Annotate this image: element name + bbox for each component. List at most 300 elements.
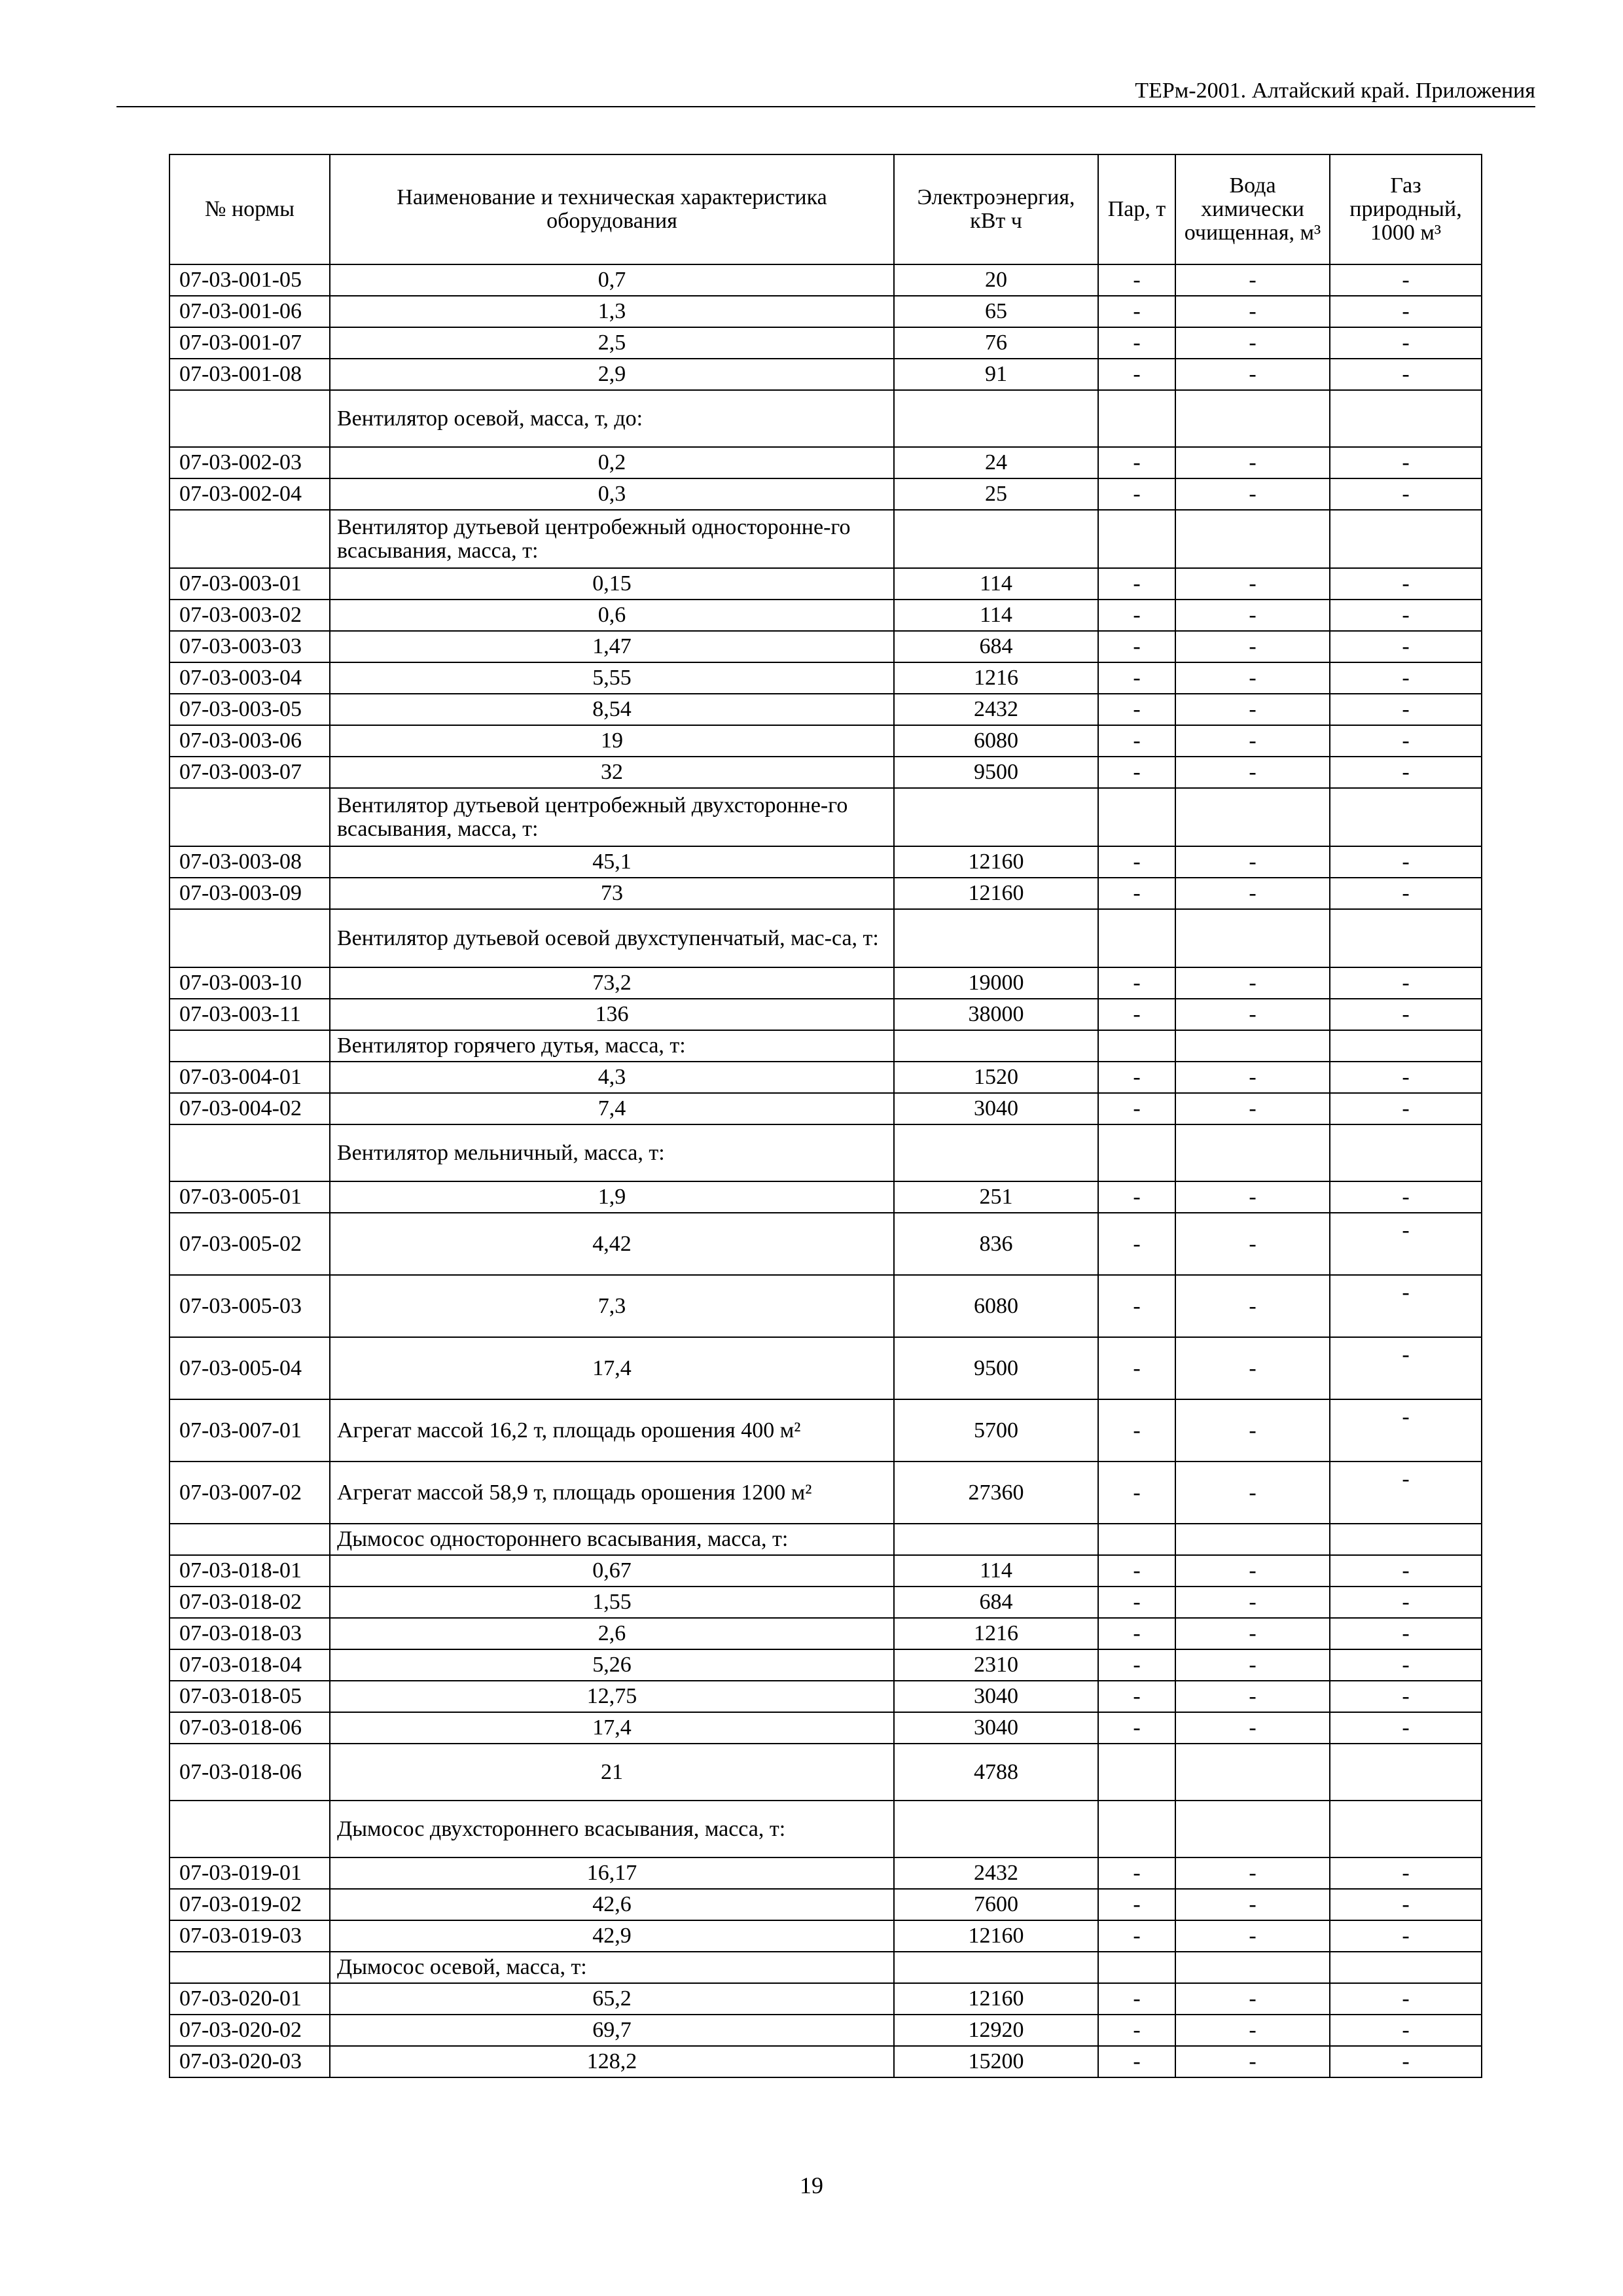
name-cell: 17,4 — [330, 1712, 894, 1744]
electricity-cell — [894, 1952, 1098, 1983]
table-row — [169, 1744, 1482, 1801]
table-body — [169, 264, 1482, 2077]
gas-cell: - — [1330, 600, 1482, 631]
name-cell: Агрегат массой 58,9 т, площадь орошения 1200 м² — [330, 1462, 894, 1524]
column-header-water: Вода химически очищенная, м³ — [1175, 154, 1330, 264]
electricity-cell: 251 — [894, 1181, 1098, 1213]
code-cell: 07-03-003-07 — [169, 757, 330, 788]
water-cell: - — [1175, 1181, 1330, 1213]
name-cell: 17,4 — [330, 1337, 894, 1399]
name-cell: 0,67 — [330, 1555, 894, 1587]
gas-cell — [1330, 1801, 1482, 1857]
gas-cell: - — [1330, 1587, 1482, 1618]
water-cell: - — [1175, 600, 1330, 631]
steam-cell — [1098, 1524, 1175, 1555]
electricity-cell: 2310 — [894, 1649, 1098, 1681]
page-number: 19 — [800, 2172, 823, 2198]
name-cell: 5,55 — [330, 662, 894, 694]
water-cell — [1175, 1124, 1330, 1181]
water-cell: - — [1175, 1275, 1330, 1337]
table-row — [169, 1889, 1482, 1920]
gas-cell: - — [1330, 1275, 1482, 1337]
electricity-cell: 27360 — [894, 1462, 1098, 1524]
steam-cell: - — [1098, 1213, 1175, 1275]
norms-table — [169, 154, 1482, 2078]
steam-cell — [1098, 1744, 1175, 1801]
name-cell: 32 — [330, 757, 894, 788]
water-cell: - — [1175, 1399, 1330, 1462]
page-header — [116, 65, 1535, 107]
steam-cell: - — [1098, 1681, 1175, 1712]
code-cell: 07-03-018-03 — [169, 1618, 330, 1649]
table-row — [169, 447, 1482, 478]
table-row — [169, 967, 1482, 999]
table-row — [169, 2015, 1482, 2046]
name-cell: 69,7 — [330, 2015, 894, 2046]
column-header-electricity: Электроэнергия, кВт ч — [894, 154, 1098, 264]
code-cell: 07-03-018-05 — [169, 1681, 330, 1712]
electricity-cell: 3040 — [894, 1093, 1098, 1124]
steam-cell — [1098, 1030, 1175, 1062]
water-cell: - — [1175, 1618, 1330, 1649]
name-cell: 12,75 — [330, 1681, 894, 1712]
gas-cell — [1330, 1744, 1482, 1801]
code-cell — [169, 510, 330, 568]
water-cell — [1175, 390, 1330, 447]
water-cell: - — [1175, 757, 1330, 788]
water-cell: - — [1175, 1213, 1330, 1275]
code-cell: 07-03-005-01 — [169, 1181, 330, 1213]
steam-cell — [1098, 909, 1175, 967]
gas-cell: - — [1330, 327, 1482, 359]
group-heading-row — [169, 1124, 1482, 1181]
steam-cell: - — [1098, 1618, 1175, 1649]
electricity-cell: 65 — [894, 296, 1098, 327]
steam-cell: - — [1098, 1712, 1175, 1744]
electricity-cell: 12160 — [894, 878, 1098, 909]
name-cell: Дымосос одностороннего всасывания, масса, т: — [330, 1524, 894, 1555]
gas-cell — [1330, 1124, 1482, 1181]
electricity-cell: 1216 — [894, 1618, 1098, 1649]
electricity-cell: 6080 — [894, 725, 1098, 757]
code-cell: 07-03-020-03 — [169, 2046, 330, 2077]
code-cell: 07-03-018-06 — [169, 1712, 330, 1744]
electricity-cell: 2432 — [894, 1857, 1098, 1889]
steam-cell: - — [1098, 1555, 1175, 1587]
code-cell: 07-03-003-05 — [169, 694, 330, 725]
electricity-cell: 3040 — [894, 1681, 1098, 1712]
water-cell: - — [1175, 447, 1330, 478]
gas-cell: - — [1330, 878, 1482, 909]
gas-cell: - — [1330, 1649, 1482, 1681]
steam-cell: - — [1098, 878, 1175, 909]
code-cell: 07-03-003-06 — [169, 725, 330, 757]
code-cell: 07-03-020-01 — [169, 1983, 330, 2015]
steam-cell: - — [1098, 1983, 1175, 2015]
electricity-cell: 12160 — [894, 1920, 1098, 1952]
steam-cell: - — [1098, 1920, 1175, 1952]
code-cell — [169, 909, 330, 967]
electricity-cell — [894, 1801, 1098, 1857]
water-cell: - — [1175, 631, 1330, 662]
water-cell: - — [1175, 568, 1330, 600]
steam-cell — [1098, 390, 1175, 447]
gas-cell — [1330, 909, 1482, 967]
name-cell: 65,2 — [330, 1983, 894, 2015]
table-row — [169, 296, 1482, 327]
name-cell: Агрегат массой 16,2 т, площадь орошения 400 м² — [330, 1399, 894, 1462]
group-heading-row — [169, 390, 1482, 447]
steam-cell: - — [1098, 1857, 1175, 1889]
group-heading-row — [169, 1801, 1482, 1857]
electricity-cell: 2432 — [894, 694, 1098, 725]
table-row — [169, 1649, 1482, 1681]
header-row — [169, 154, 1482, 264]
name-cell: 0,2 — [330, 447, 894, 478]
table-row — [169, 1681, 1482, 1712]
electricity-cell: 20 — [894, 264, 1098, 296]
code-cell: 07-03-001-06 — [169, 296, 330, 327]
electricity-cell: 7600 — [894, 1889, 1098, 1920]
name-cell: 1,47 — [330, 631, 894, 662]
gas-cell: - — [1330, 1618, 1482, 1649]
name-cell: 4,3 — [330, 1062, 894, 1093]
water-cell: - — [1175, 478, 1330, 510]
table-row — [169, 1857, 1482, 1889]
table-row — [169, 2046, 1482, 2077]
water-cell: - — [1175, 296, 1330, 327]
group-heading-row — [169, 1952, 1482, 1983]
electricity-cell: 114 — [894, 1555, 1098, 1587]
gas-cell: - — [1330, 1213, 1482, 1275]
header-title: ТЕРм-2001. Алтайский край. Приложения — [1135, 79, 1535, 103]
table-row — [169, 662, 1482, 694]
electricity-cell: 1520 — [894, 1062, 1098, 1093]
code-cell: 07-03-007-01 — [169, 1399, 330, 1462]
table-row — [169, 1712, 1482, 1744]
electricity-cell — [894, 909, 1098, 967]
gas-cell: - — [1330, 447, 1482, 478]
code-cell: 07-03-019-03 — [169, 1920, 330, 1952]
table-row — [169, 1920, 1482, 1952]
gas-cell: - — [1330, 296, 1482, 327]
code-cell: 07-03-001-08 — [169, 359, 330, 390]
table-header — [169, 154, 1482, 264]
electricity-cell: 684 — [894, 631, 1098, 662]
steam-cell — [1098, 1801, 1175, 1857]
gas-cell: - — [1330, 478, 1482, 510]
gas-cell: - — [1330, 264, 1482, 296]
gas-cell: - — [1330, 725, 1482, 757]
group-heading-row — [169, 788, 1482, 846]
gas-cell: - — [1330, 2046, 1482, 2077]
steam-cell: - — [1098, 1093, 1175, 1124]
water-cell: - — [1175, 1983, 1330, 2015]
electricity-cell: 9500 — [894, 1337, 1098, 1399]
steam-cell — [1098, 788, 1175, 846]
gas-cell: - — [1330, 1337, 1482, 1399]
code-cell: 07-03-005-04 — [169, 1337, 330, 1399]
code-cell — [169, 390, 330, 447]
electricity-cell: 38000 — [894, 999, 1098, 1030]
steam-cell — [1098, 1952, 1175, 1983]
code-cell: 07-03-005-02 — [169, 1213, 330, 1275]
code-cell: 07-03-020-02 — [169, 2015, 330, 2046]
name-cell: 2,5 — [330, 327, 894, 359]
gas-cell: - — [1330, 1181, 1482, 1213]
gas-cell: - — [1330, 1399, 1482, 1462]
code-cell: 07-03-003-04 — [169, 662, 330, 694]
water-cell: - — [1175, 1555, 1330, 1587]
gas-cell: - — [1330, 1920, 1482, 1952]
gas-cell — [1330, 510, 1482, 568]
table-row — [169, 725, 1482, 757]
gas-cell: - — [1330, 1062, 1482, 1093]
steam-cell: - — [1098, 631, 1175, 662]
name-cell: 2,6 — [330, 1618, 894, 1649]
name-cell: 45,1 — [330, 846, 894, 878]
gas-cell: - — [1330, 846, 1482, 878]
code-cell: 07-03-003-01 — [169, 568, 330, 600]
name-cell: 1,9 — [330, 1181, 894, 1213]
table-row — [169, 264, 1482, 296]
name-cell: 42,6 — [330, 1889, 894, 1920]
name-cell: Вентилятор горячего дутья, масса, т: — [330, 1030, 894, 1062]
steam-cell: - — [1098, 662, 1175, 694]
name-cell: Дымосос осевой, масса, т: — [330, 1952, 894, 1983]
code-cell: 07-03-001-05 — [169, 264, 330, 296]
name-cell: Вентилятор дутьевой осевой двухступенчатый, мас-са, т: — [330, 909, 894, 967]
name-cell: 21 — [330, 1744, 894, 1801]
code-cell — [169, 1801, 330, 1857]
water-cell: - — [1175, 2046, 1330, 2077]
gas-cell: - — [1330, 1555, 1482, 1587]
gas-cell: - — [1330, 1681, 1482, 1712]
electricity-cell — [894, 1524, 1098, 1555]
table-row — [169, 1093, 1482, 1124]
water-cell — [1175, 1801, 1330, 1857]
water-cell: - — [1175, 1587, 1330, 1618]
electricity-cell: 25 — [894, 478, 1098, 510]
table-row — [169, 1337, 1482, 1399]
name-cell: 7,3 — [330, 1275, 894, 1337]
water-cell: - — [1175, 662, 1330, 694]
code-cell: 07-03-018-02 — [169, 1587, 330, 1618]
steam-cell: - — [1098, 757, 1175, 788]
water-cell: - — [1175, 1920, 1330, 1952]
code-cell: 07-03-003-09 — [169, 878, 330, 909]
electricity-cell: 15200 — [894, 2046, 1098, 2077]
name-cell: 8,54 — [330, 694, 894, 725]
water-cell — [1175, 1030, 1330, 1062]
name-cell: Вентилятор мельничный, масса, т: — [330, 1124, 894, 1181]
name-cell: 7,4 — [330, 1093, 894, 1124]
water-cell: - — [1175, 967, 1330, 999]
water-cell: - — [1175, 1062, 1330, 1093]
gas-cell — [1330, 390, 1482, 447]
column-header-code: № нормы — [169, 154, 330, 264]
electricity-cell: 24 — [894, 447, 1098, 478]
table-row — [169, 1983, 1482, 2015]
table-row — [169, 1618, 1482, 1649]
table-row — [169, 757, 1482, 788]
gas-cell: - — [1330, 694, 1482, 725]
water-cell: - — [1175, 999, 1330, 1030]
electricity-cell: 19000 — [894, 967, 1098, 999]
gas-cell: - — [1330, 1857, 1482, 1889]
gas-cell — [1330, 788, 1482, 846]
water-cell: - — [1175, 1093, 1330, 1124]
water-cell: - — [1175, 1681, 1330, 1712]
code-cell: 07-03-003-03 — [169, 631, 330, 662]
steam-cell: - — [1098, 1337, 1175, 1399]
water-cell: - — [1175, 2015, 1330, 2046]
name-cell: 0,7 — [330, 264, 894, 296]
steam-cell: - — [1098, 1649, 1175, 1681]
table-row — [169, 600, 1482, 631]
steam-cell: - — [1098, 447, 1175, 478]
electricity-cell — [894, 510, 1098, 568]
water-cell: - — [1175, 725, 1330, 757]
group-heading-row — [169, 909, 1482, 967]
table-row — [169, 999, 1482, 1030]
electricity-cell: 6080 — [894, 1275, 1098, 1337]
water-cell — [1175, 1744, 1330, 1801]
electricity-cell — [894, 1124, 1098, 1181]
code-cell: 07-03-018-06 — [169, 1744, 330, 1801]
table-row — [169, 327, 1482, 359]
name-cell: 0,3 — [330, 478, 894, 510]
steam-cell: - — [1098, 999, 1175, 1030]
water-cell: - — [1175, 1857, 1330, 1889]
table-row — [169, 1181, 1482, 1213]
code-cell: 07-03-003-11 — [169, 999, 330, 1030]
table-row — [169, 359, 1482, 390]
electricity-cell: 4788 — [894, 1744, 1098, 1801]
name-cell: 2,9 — [330, 359, 894, 390]
gas-cell — [1330, 1952, 1482, 1983]
water-cell — [1175, 1524, 1330, 1555]
code-cell: 07-03-004-02 — [169, 1093, 330, 1124]
table-row — [169, 846, 1482, 878]
gas-cell: - — [1330, 568, 1482, 600]
name-cell: 4,42 — [330, 1213, 894, 1275]
name-cell: 42,9 — [330, 1920, 894, 1952]
electricity-cell: 12920 — [894, 2015, 1098, 2046]
table-row — [169, 1213, 1482, 1275]
water-cell — [1175, 909, 1330, 967]
water-cell: - — [1175, 1712, 1330, 1744]
code-cell: 07-03-003-08 — [169, 846, 330, 878]
steam-cell — [1098, 510, 1175, 568]
steam-cell: - — [1098, 1181, 1175, 1213]
column-header-steam: Пар, т — [1098, 154, 1175, 264]
water-cell: - — [1175, 1649, 1330, 1681]
column-header-gas: Газ природный, 1000 м³ — [1330, 154, 1482, 264]
steam-cell: - — [1098, 478, 1175, 510]
name-cell: 1,55 — [330, 1587, 894, 1618]
gas-cell: - — [1330, 1093, 1482, 1124]
steam-cell: - — [1098, 725, 1175, 757]
name-cell: Дымосос двухстороннего всасывания, масса, т: — [330, 1801, 894, 1857]
water-cell — [1175, 510, 1330, 568]
steam-cell: - — [1098, 2015, 1175, 2046]
water-cell: - — [1175, 694, 1330, 725]
name-cell: 73 — [330, 878, 894, 909]
electricity-cell: 836 — [894, 1213, 1098, 1275]
electricity-cell: 91 — [894, 359, 1098, 390]
gas-cell: - — [1330, 757, 1482, 788]
gas-cell: - — [1330, 1712, 1482, 1744]
gas-cell: - — [1330, 662, 1482, 694]
code-cell — [169, 1124, 330, 1181]
name-cell: 5,26 — [330, 1649, 894, 1681]
gas-cell: - — [1330, 1889, 1482, 1920]
gas-cell: - — [1330, 2015, 1482, 2046]
name-cell: 0,6 — [330, 600, 894, 631]
table-row — [169, 1587, 1482, 1618]
steam-cell: - — [1098, 1462, 1175, 1524]
code-cell — [169, 788, 330, 846]
gas-cell — [1330, 1030, 1482, 1062]
code-cell: 07-03-004-01 — [169, 1062, 330, 1093]
name-cell: 136 — [330, 999, 894, 1030]
group-heading-row — [169, 510, 1482, 568]
table-row — [169, 1555, 1482, 1587]
steam-cell: - — [1098, 1062, 1175, 1093]
water-cell: - — [1175, 264, 1330, 296]
name-cell: Вентилятор дутьевой центробежный двухсторонне-го всасывания, масса, т: — [330, 788, 894, 846]
electricity-cell: 684 — [894, 1587, 1098, 1618]
electricity-cell: 5700 — [894, 1399, 1098, 1462]
code-cell: 07-03-005-03 — [169, 1275, 330, 1337]
code-cell: 07-03-018-04 — [169, 1649, 330, 1681]
water-cell — [1175, 1952, 1330, 1983]
gas-cell: - — [1330, 1983, 1482, 2015]
name-cell: 1,3 — [330, 296, 894, 327]
column-header-name: Наименование и техническая характеристика оборудования — [330, 154, 894, 264]
electricity-cell: 12160 — [894, 1983, 1098, 2015]
group-heading-row — [169, 1030, 1482, 1062]
name-cell: Вентилятор осевой, масса, т, до: — [330, 390, 894, 447]
code-cell: 07-03-002-04 — [169, 478, 330, 510]
table-row — [169, 1399, 1482, 1462]
electricity-cell: 12160 — [894, 846, 1098, 878]
code-cell: 07-03-003-02 — [169, 600, 330, 631]
steam-cell: - — [1098, 846, 1175, 878]
name-cell: 19 — [330, 725, 894, 757]
electricity-cell: 3040 — [894, 1712, 1098, 1744]
table-row — [169, 1275, 1482, 1337]
water-cell: - — [1175, 1462, 1330, 1524]
name-cell: 73,2 — [330, 967, 894, 999]
electricity-cell: 114 — [894, 568, 1098, 600]
gas-cell: - — [1330, 631, 1482, 662]
electricity-cell — [894, 1030, 1098, 1062]
steam-cell: - — [1098, 1587, 1175, 1618]
code-cell: 07-03-018-01 — [169, 1555, 330, 1587]
name-cell: Вентилятор дутьевой центробежный односторонне-го всасывания, масса, т: — [330, 510, 894, 568]
steam-cell: - — [1098, 2046, 1175, 2077]
water-cell: - — [1175, 327, 1330, 359]
steam-cell: - — [1098, 1275, 1175, 1337]
steam-cell: - — [1098, 600, 1175, 631]
steam-cell: - — [1098, 1889, 1175, 1920]
code-cell: 07-03-001-07 — [169, 327, 330, 359]
code-cell: 07-03-019-01 — [169, 1857, 330, 1889]
steam-cell: - — [1098, 296, 1175, 327]
code-cell — [169, 1030, 330, 1062]
